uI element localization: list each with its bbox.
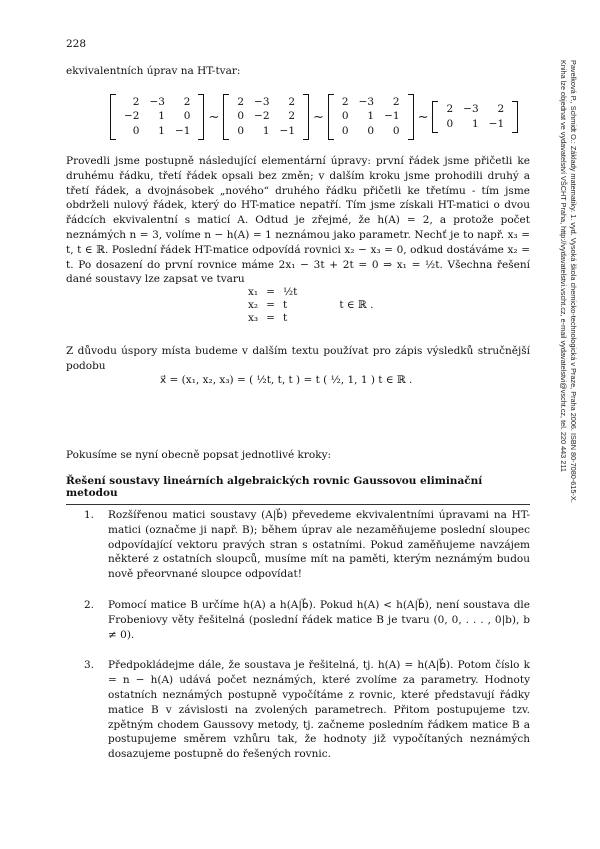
page-number: 228 bbox=[66, 38, 87, 50]
paragraph-2: Z důvodu úspory místa budeme v dalším textu používat pro zápis výsledků stručnější podobu bbox=[66, 345, 530, 372]
paragraph-3: Pokusíme se nyní obecně popsat jednotlivé kroky: bbox=[66, 449, 332, 461]
solution-system: x₁ = ½t x₂ = t t ∈ ℝ . x₃ = t bbox=[244, 286, 377, 325]
system-condition: t ∈ ℝ . bbox=[339, 299, 374, 311]
matrix-3: 2 −3 2 0 1 −1 0 0 0 bbox=[328, 94, 414, 140]
steps-list bbox=[84, 508, 530, 778]
intro-text: ekvivalentních úprav na HT-tvar: bbox=[66, 65, 241, 77]
matrix-1: 2 −3 2 −2 1 0 0 1 −1 bbox=[110, 94, 204, 140]
sim-symbol: ∼ bbox=[313, 109, 324, 125]
vector-equation: x⃗ = (x₁, x₂, x₃) = ( ½t, t, t ) = t ( ½, 1, 1 ) t ∈ ℝ . bbox=[160, 374, 413, 386]
list-item: 3. Předpokládejme dále, že soustava je řešitelná, tj. h(A) = h(A|b⃗). Potom číslo k = n − h(A) udává počet neznámých, které zvolíme za parametry. Hodnoty ostatních neznámých postupně vypočítáme z rovnic, které představují řádky matice B v závislosti na zvolených parametrech. Přitom postupujeme tzv. zpětným chodem Gaussovy metody, tj. začneme posledním řádkem matice B a postupujeme směrem vzhůru tak, že hodnoty již vypočítaných neznámých dosazujeme postupně do řešených rovnic. bbox=[84, 659, 530, 761]
list-item: 1. Rozšířenou matici soustavy (A|b⃗) převedeme ekvivalentními úpravami na HT-matici (označme ji např. B); během úprav ale nezaměňujeme poslední sloupec odpovídající vektoru pravých stran s ostatními. Pokud zaměňujeme navzájem některé z ostatních sloupců, musíme mít na paměti, kterým neznámým budou nově přeorvnané sloupce odpovídat! bbox=[84, 509, 530, 581]
list-item: 2. Pomocí matice B určíme h(A) a h(A|b⃗). Pokud h(A) < h(A|b⃗), není soustava dle Frobeniovy věty řešitelná (poslední řádek matice B je tvaru (0, 0, . . . , 0|b), b ≠ 0). bbox=[84, 598, 530, 641]
sidebar-citation bbox=[533, 60, 578, 620]
matrix-4: 2 −3 2 0 1 −1 bbox=[432, 101, 518, 133]
sim-symbol: ∼ bbox=[208, 109, 220, 125]
paragraph-1: Provedli jsme postupně následující elementární úpravy: první řádek jsme přičetli ke druhému řádku, třetí řádek opsali bez změn; v dalším kroku jsme prohodili druhý a třetí řádek, a dvojnásobek „nového“ druhého řádku přičetli ke třetímu - tím jsme obdrželi nulový řádek, který do HT-matice nepatří. Tím jsme získali HT-matici o dvou řádcích ekvivalentní s maticí A. Odtud je zřejmé, že h(A) = 2, a protože počet neznámých n = 3, volíme n − h(A) = 1 neznámou jako parametr. Nechť je to např. x₃ = t, t ∈ ℝ. Poslední řádek HT-matice odpovídá rovnici x₂ − x₃ = 0, odkud dostáváme x₂ = t. Po dosazení do první rovnice máme 2x₁ − 3t + 2t = 0 ⇒ x₁ = ½t. Všechna řešení dané soustavy lze zapsat ve tvaru bbox=[66, 155, 530, 286]
sim-symbol: ∼ bbox=[417, 109, 429, 125]
matrix-2: 2 −3 2 0 −2 2 0 1 −1 bbox=[223, 94, 309, 140]
sidebar-line-1: Pavelková P., Schmidt O.: Základy matematiky. 1. vyd. Vysoká škola chemicko-technologická v Praze, Praha 2006. ISBN 80-7080-615-X. bbox=[569, 60, 578, 503]
sidebar-line-2: Kniha lze objednat ve vydavatelství VŠCHT Praha, http://vydavatelstvi.vscht.cz, e-mail vydavatelstvi@vscht.cz, tel. 220 443 211 bbox=[559, 60, 568, 472]
matrix-equation bbox=[110, 92, 518, 142]
section-heading: Řešení soustavy lineárních algebraických rovnic Gaussovou eliminační metodou bbox=[66, 475, 530, 505]
